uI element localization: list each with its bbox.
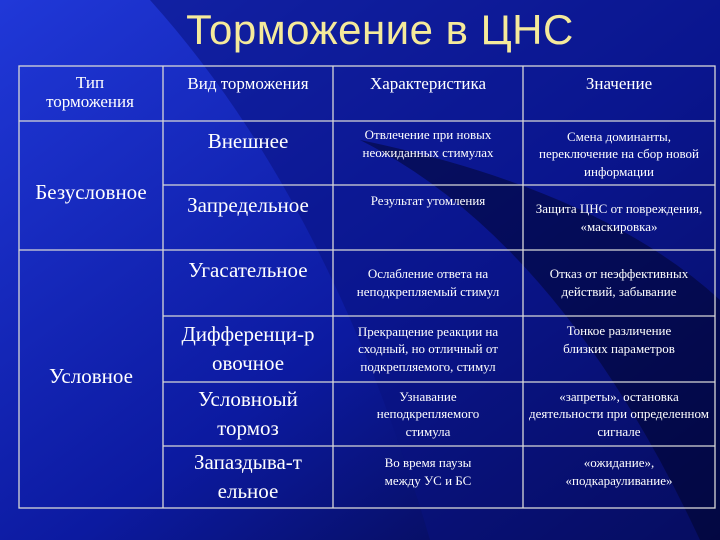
row-6-characteristic: Во время паузы между УС и БС xyxy=(384,455,472,488)
row-2-characteristic: Результат утомления xyxy=(370,193,486,209)
row-4-kind: Дифференци-ровочное xyxy=(181,321,315,375)
row-1-kind: Внешнее xyxy=(207,129,289,154)
group-unconditioned: Безусловное xyxy=(35,179,147,204)
row-5-characteristic: Узнавание неподкрепляемого стимула xyxy=(376,388,480,439)
row-1-meaning: Смена доминанты, переключение на сбор новой информации xyxy=(539,128,699,179)
row-6-meaning: «ожидание», «подкарауливание» xyxy=(565,455,673,488)
row-2-kind: Запредельное xyxy=(187,193,309,218)
group-conditioned: Условное xyxy=(49,363,133,388)
row-3-characteristic: Ослабление ответа на неподкрепляемый стимул xyxy=(356,266,500,299)
row-6-kind: Запаздыва-тельное xyxy=(194,449,302,503)
header-kind: Вид торможения xyxy=(187,74,309,94)
row-3-kind: Угасательное xyxy=(188,258,308,283)
row-4-characteristic: Прекращение реакции на сходный, но отличный от подкрепляемого, стимул xyxy=(357,323,499,374)
slide-title: Торможение в ЦНС xyxy=(186,6,574,53)
row-2-meaning: Защита ЦНС от повреждения, «маскировка» xyxy=(535,201,703,234)
header-type: Тип торможения xyxy=(46,73,134,111)
row-1-characteristic: Отвлечение при новых неожиданных стимулах xyxy=(362,127,494,160)
row-3-meaning: Отказ от неэффективных действий, забывание xyxy=(549,266,689,299)
row-5-meaning: «запреты», остановка деятельности при определенном сигнале xyxy=(529,388,709,439)
row-4-meaning: Тонкое различение близких параметров xyxy=(563,323,675,356)
header-characteristic: Характеристика xyxy=(369,74,487,94)
row-5-kind: Условноый тормоз xyxy=(198,386,298,440)
header-meaning: Значение xyxy=(585,74,653,94)
